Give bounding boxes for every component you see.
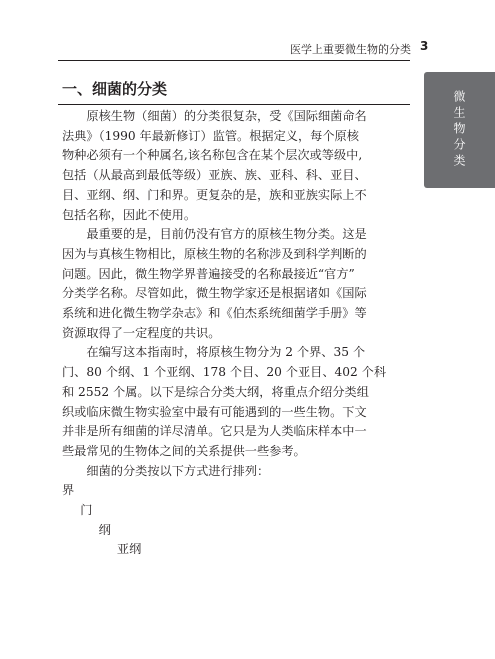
paragraph-line: 物种必须有一个种属名,该名称包含在某个层次或等级中,: [62, 148, 363, 163]
paragraph-line: 问题。因此，微生物学界普遍接受的名称最接近“官方”: [62, 266, 355, 281]
section-title: 一、细菌的分类: [62, 80, 168, 98]
paragraph-line: 和 2552 个属。以下是综合分类大纲，将重点介绍分类组: [62, 384, 369, 399]
paragraph-line: 目、亚纲、纲、门和界。更复杂的是，族和亚族实际上不: [62, 187, 367, 202]
section-title-rule: [58, 104, 410, 105]
hierarchy-level-phylum: 门: [80, 503, 93, 518]
paragraph-line: 细菌的分类按以下方式进行排列：: [86, 463, 270, 478]
paragraph-line: 织或临床微生物实验室中最有可能遇到的一些生物。下文: [62, 404, 367, 419]
paragraph-line: 法典》（1990 年最新修订）监管。根据定义，每个原核: [62, 128, 359, 143]
chapter-side-tab: [424, 72, 495, 188]
paragraph-line: 最重要的是，目前仍没有官方的原核生物分类。这是: [86, 227, 367, 242]
running-title: 医学上重要微生物的分类: [290, 43, 411, 56]
paragraph-line: 因为与真核生物相比，原核生物的名称涉及到科学判断的: [62, 246, 367, 261]
paragraph-line: 分类学名称。尽管如此，微生物学家还是根据诸如《国际: [62, 286, 367, 301]
paragraph-line: 些最常见的生物体之间的关系提供一些参考。: [62, 443, 306, 458]
side-tab-label: 微生物分类: [452, 90, 466, 170]
body-text: [62, 107, 416, 560]
paragraph-line: 包括（从最高到最低等级）亚族、族、亚科、科、亚目、: [62, 168, 367, 183]
paragraph-line: 在编写这本指南时，将原核生物分为 2 个界、35 个: [86, 345, 366, 360]
paragraph-line: 并非是所有细菌的详尽清单。它只是为人类临床样本中一: [62, 424, 367, 439]
hierarchy-level-kingdom: 界: [62, 483, 75, 498]
paragraph-line: 原核生物（细菌）的分类很复杂，受《国际细菌命名: [86, 109, 367, 123]
paragraph-line: 门、80 个纲、1 个亚纲、178 个目、20 个亚目、402 个科: [62, 365, 387, 380]
header-rule: [58, 60, 410, 61]
page-number: 3: [420, 39, 429, 53]
hierarchy-level-subclass: 亚纲: [116, 542, 142, 557]
paragraph-line: 包括名称，因此不使用。: [62, 207, 197, 222]
paragraph-line: 资源取得了一定程度的共识。: [62, 325, 221, 340]
hierarchy-level-class: 纲: [98, 522, 111, 537]
paragraph-line: 系统和进化微生物学杂志》和《伯杰系统细菌学手册》等: [62, 306, 367, 321]
